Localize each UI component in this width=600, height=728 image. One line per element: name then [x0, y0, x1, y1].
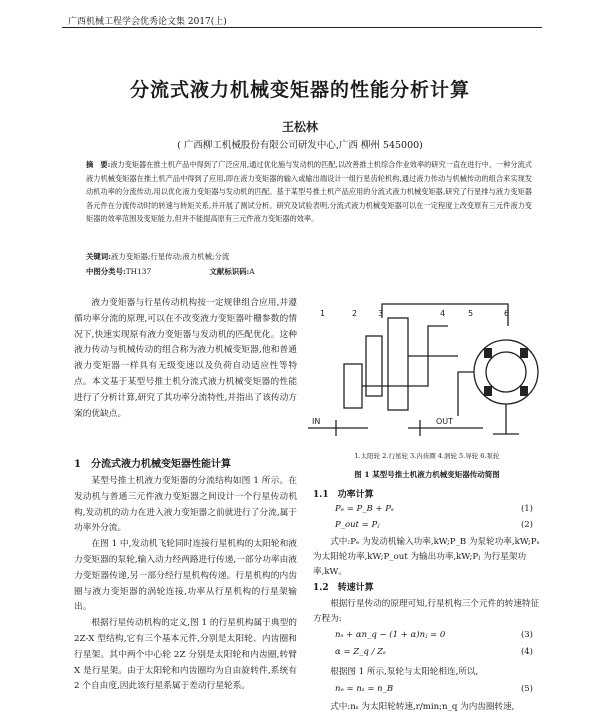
input-label: IN	[312, 417, 321, 426]
header-rule	[62, 27, 542, 28]
callout-number-1: 1	[320, 309, 326, 318]
intro-paragraph: 液力变矩器与行星传动机构按一定规律组合应用,并遵循功率分流的原理,可以在不改变液力变矩器叶栅参数的情况下,快速实现原有液力变矩器与发动机的匹配优化。这种液力传动与机械传动的组合称为液力机械变矩器,他和普通液力变矩器一样具有无级变速以及负荷自动适应性等特点。本文基于某型号推土机分流式液力机械变矩器的性能进行了分析计算,研究了其功率分流特性,并指出了该传动方案的优缺点。	[74, 298, 297, 419]
stator-blade	[484, 386, 492, 396]
section-1-paragraph-1: 某型号推土机液力变矩器的分流结构如图 1 所示。在发动机与普通三元件液力变矩器之间设计一个行星传动机构,发动机的动力在进入液力变矩器之前就进行了分流,属于功率外分流。	[74, 476, 297, 534]
equation-4	[335, 647, 533, 657]
section-1-body	[74, 474, 297, 695]
pump-link	[458, 372, 474, 416]
equation-1-number: (1)	[520, 504, 533, 514]
callout-number-4: 4	[440, 309, 446, 318]
abstract-text: 液力变矩器在推土机产品中得到了广泛应用,通过优化施与发动机的匹配,以改善推土机综合作业效率的研究一直在进行中。一种分流式液力机械变矩器在推土机产品中得到了应用,即在液力变矩器的输入或输出端设计一组行星齿轮机构,通过液力传动与机械传动的组合来实现发动机功率的分流传动,用以优化液力变矩器与发动机的匹配。基于某型号推土机产品应用的分流式液力机械变矩器,研究了行星排与液力变矩器各元件在分流传动时的转速与转矩关系,并开展了测试分析。研究及试验表明,分流式液力机械变矩器可以在一定程度上改变原有三元件液力变矩器的效率范围及变矩能力,但并不能提高原有三元件液力变矩器的效率。	[86, 160, 532, 224]
classification	[86, 266, 311, 277]
abstract-label: 摘 要:	[86, 160, 111, 169]
equation-2-text: P_out = Pⱼ	[335, 520, 380, 530]
subsection-1-2-title: 1.2 转速计算	[313, 583, 374, 593]
equation-3-text: nₛ + αn_q − (1 + α)nⱼ = 0	[335, 630, 446, 640]
equation-4-text: α = Z_q / Zₛ	[335, 647, 386, 657]
blade-marks	[484, 348, 528, 396]
running-header: 广西机械工程学会优秀论文集 2017(上)	[68, 17, 227, 27]
pump-blade	[484, 348, 492, 358]
equation-1	[335, 504, 533, 514]
planet-gear-shape	[366, 336, 382, 396]
keywords	[86, 251, 532, 262]
paper-title: 分流式液力机械变矩器的性能分析计算	[129, 79, 470, 101]
equation-4-number: (4)	[520, 647, 533, 657]
clc-value: TH137	[125, 267, 152, 276]
transmission-diagram	[308, 296, 546, 466]
callout-number-3: 3	[378, 309, 384, 318]
equation-5-text: nₑ = nₛ = n_B	[335, 684, 394, 694]
output-label: OUT	[436, 417, 454, 426]
doc-code-value: A	[249, 267, 255, 276]
pump-sun-relation: 根据图 1 所示,泵轮与太阳轮相连,所以,	[330, 667, 479, 677]
torque-converter-outer	[474, 340, 538, 404]
speed-variable-definitions: 式中:nₛ 为太阳轮转速,r/min;n_q 为内齿圈转速,	[330, 702, 515, 712]
section-1-heading: 1 分流式液力机械变矩器性能计算	[74, 459, 231, 470]
callout-number-2: 2	[352, 309, 358, 318]
keywords-text: 液力变矩器;行星传动;液力机械;分流	[110, 252, 230, 261]
equation-1-text: Pₑ = P_B + Pₛ	[335, 504, 394, 514]
subsection-1-1-description	[313, 535, 543, 580]
abstract	[86, 158, 532, 226]
subsection-1-2-description	[313, 700, 543, 715]
power-variable-definitions: 式中:Pₑ 为发动机输入功率,kW;P_B 为泵轮功率,kW;Pₛ 为太阳轮功率,kW;P_out 为输出功率,kW;Pⱼ 为行星架功率,kW。	[313, 537, 540, 577]
affiliation: ( 广西柳工机械股份有限公司研发中心,广西 柳州 545000)	[177, 140, 423, 151]
figure-caption: 图 1 某型号推土机液力机械变矩器传动简图	[354, 470, 500, 479]
equation-2-number: (2)	[520, 520, 533, 530]
doc-code-label: 文献标识码:	[209, 267, 250, 276]
section-1-paragraph-3: 根据行星传动机构的定义,图 1 的行星机构属于典型的 2Z-X 型结构,它有三个基本元件,分别是太阳轮、内齿圈和行星架。其中两个中心轮 2Z 分别是太阳轮和内齿圈,转臂 X 是行星架。由于太阳轮和内齿圈均为自由旋转件,系统有 2 个自由度,因此该行星系属于差动行星轮系。	[74, 618, 297, 692]
subsection-1-2-mid	[313, 665, 543, 680]
subsection-1-2-intro	[313, 597, 543, 627]
ring-gear-shape	[388, 318, 408, 410]
intro-block	[74, 296, 297, 422]
callout-number-6: 6	[504, 309, 510, 318]
figure-legend: 1.太阳轮 2.行星轮 3.内齿圈 4.涡轮 5.导轮 6.泵轮	[354, 452, 500, 460]
equation-2	[335, 520, 533, 530]
author: 王松林	[281, 120, 318, 134]
equation-5	[335, 684, 533, 694]
equation-3	[335, 630, 533, 640]
turbine-blade	[520, 348, 528, 358]
keywords-label: 关键词:	[86, 252, 111, 261]
sun-gear-shape	[344, 364, 362, 408]
reactor-blade	[520, 386, 528, 396]
section-1-paragraph-2: 在图 1 中,发动机飞轮同时连接行星机构的太阳轮和液力变矩器的泵轮,输入动力经两路进行传递,一部分功率由液力变矩器传递,另一部分经行星机构传递。行星机构的内齿圈与液力变矩器的涡轮连接,功率从行星机构的行星架输出。	[74, 539, 297, 613]
speed-intro: 根据行星传动的原理可知,行星机构三个元件的转速特征方程为:	[313, 599, 540, 624]
subsection-1-2-heading	[313, 581, 543, 596]
clc-label: 中图分类号:	[86, 267, 126, 276]
equation-3-number: (3)	[520, 630, 533, 640]
subsection-1-1-title: 1.1 功率计算	[313, 490, 374, 500]
equation-5-number: (5)	[520, 684, 533, 694]
subsection-1-1-heading	[313, 488, 543, 503]
callout-number-5: 5	[468, 309, 474, 318]
